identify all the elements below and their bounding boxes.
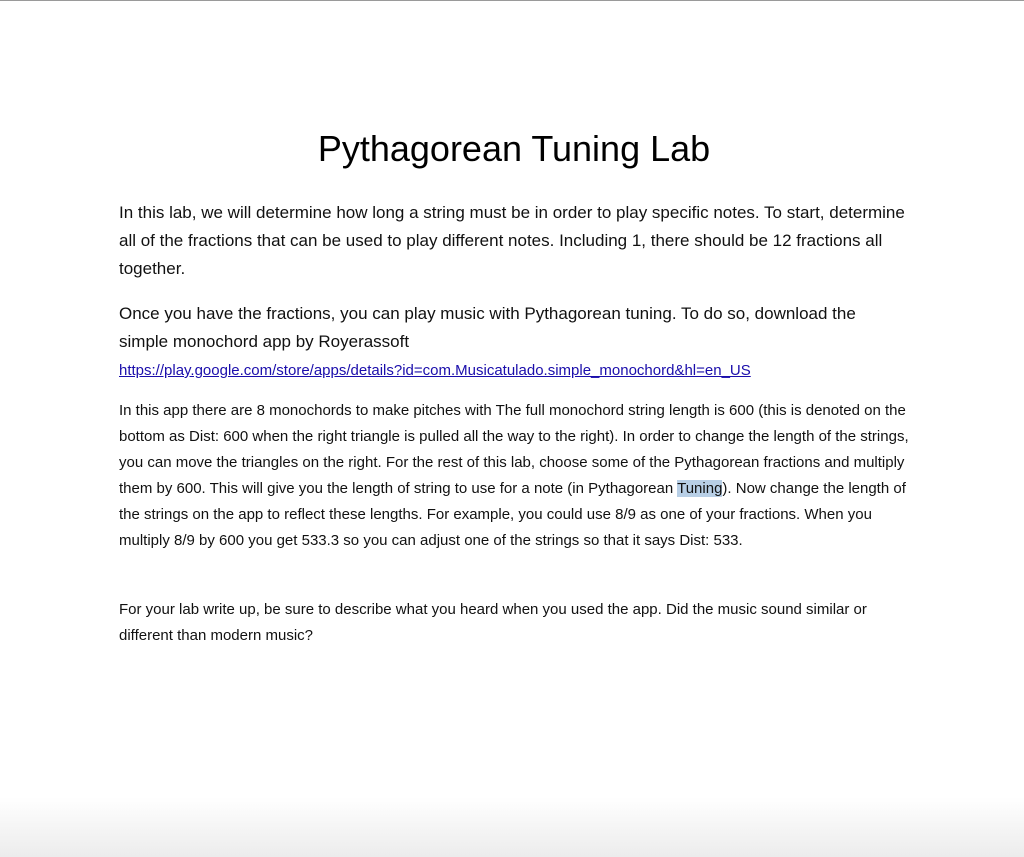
paragraph-instructions: [119, 398, 909, 554]
page-bottom-shadow: [0, 797, 1024, 857]
paragraph-intro: In this lab, we will determine how long a string must be in order to play specific notes. To start, determine all of the fractions that can be used to play different notes. Including 1, there should be 12 fractions all together.: [119, 203, 905, 278]
paragraph-writeup: For your lab write up, be sure to describe what you heard when you used the app. Did the music sound similar or different than modern music?: [119, 601, 867, 644]
selected-text-highlight[interactable]: Tuning: [677, 480, 723, 497]
paragraph-instructions-after: ). Now change the length of the strings on the app to reflect these lengths. For example, you could use 8/9 as one of your fractions. When you multiply 8/9 by 600 you get 533.3 so you can adjust one of the strings so that it says Dist: 533.: [119, 480, 906, 549]
app-store-link[interactable]: https://play.google.com/store/apps/details?id=com.Musicatulado.simple_monochord&hl=en_US: [119, 362, 751, 379]
paragraph-download: [119, 300, 909, 385]
top-border: [0, 0, 1024, 1]
page-title: Pythagorean Tuning Lab: [317, 128, 711, 169]
paragraph-download-text: Once you have the fractions, you can play music with Pythagorean tuning. To do so, download the simple monochord app by Royerassoft: [119, 304, 856, 351]
paragraph-instructions-before: In this app there are 8 monochords to make pitches with The full monochord string length is 600 (this is denoted on the bottom as Dist: 600 when the right triangle is pulled all the way to the right). In order to change the length of the strings, you can move the triangles on the right. For the rest of this lab, choose some of the Pythagorean fractions and multiply them by 600. This will give you the length of string to use for a note (in Pythagorean: [119, 402, 909, 497]
